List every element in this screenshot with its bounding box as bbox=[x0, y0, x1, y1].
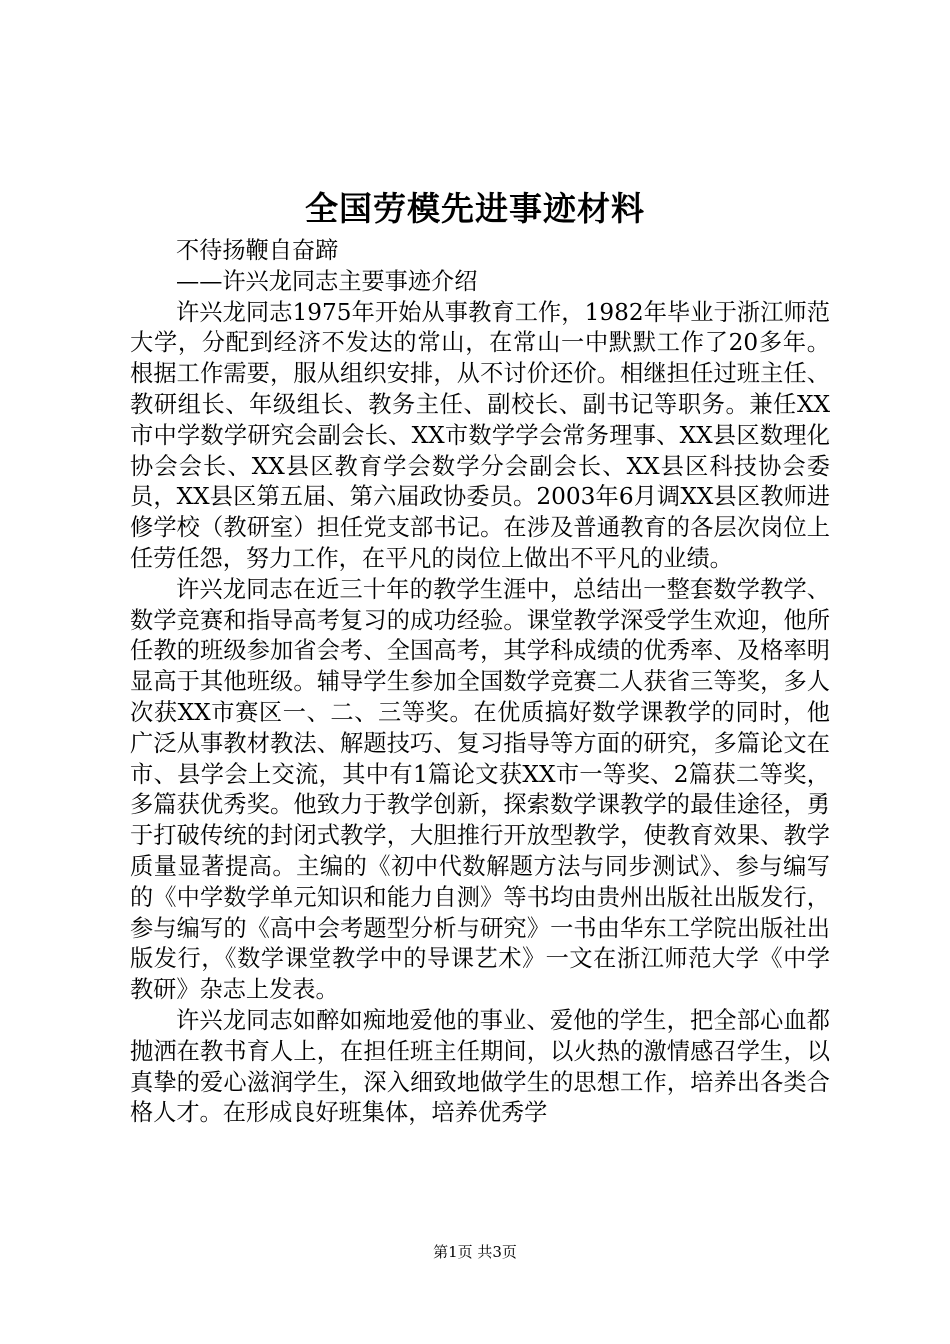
paragraph: 许兴龙同志1975年开始从事教育工作，1982年毕业于浙江师范大学，分配到经济不发达的常山，在常山一中默默工作了20多年。根据工作需要，服从组织安排，从不讨价还价。相继担任过班主任、教研组长、年级组长、教务主任、副校长、副书记等职务。兼任XX市中学数学研究会副会长、XX市数学学会常务理事、XX县区数理化协会会长、XX县区教育学会数学分会副会长、XX县区科技协会委员，XX县区第五届、第六届政协委员。2003年6月调XX县区教师进修学校（教研室）担任党支部书记。在涉及普通教育的各层次岗位上任劳任怨，努力工作，在平凡的岗位上做出不平凡的业绩。 bbox=[130, 298, 830, 572]
byline: ——许兴龙同志主要事迹介绍 bbox=[176, 267, 478, 295]
subtitle: 不待扬鞭自奋蹄 bbox=[176, 237, 339, 264]
page-indicator: 第1页 共3页 bbox=[433, 1243, 517, 1261]
document-title: 全国劳模先进事迹材料 bbox=[305, 189, 645, 228]
document-body bbox=[130, 236, 830, 1129]
paragraph: 许兴龙同志如醉如痴地爱他的事业、爱他的学生，把全部心血都抛洒在教书育人上，在担任班主任期间，以火热的激情感召学生，以真挚的爱心滋润学生，深入细致地做学生的思想工作，培养出各类合格人才。在形成良好班集体，培养优秀学 bbox=[130, 1006, 830, 1127]
paragraph: 许兴龙同志在近三十年的教学生涯中，总结出一整套数学教学、数学竞赛和指导高考复习的成功经验。课堂教学深受学生欢迎，他所任教的班级参加省会考、全国高考，其学科成绩的优秀率、及格率明显高于其他班级。辅导学生参加全国数学竞赛二人获省三等奖，多人次获XX市赛区一、二、三等奖。在优质搞好数学课教学的同时，他广泛从事教材教法、解题技巧、复习指导等方面的研究，多篇论文在市、县学会上交流，其中有1篇论文获XX市一等奖、2篇获二等奖，多篇获优秀奖。他致力于教学创新，探索数学课教学的最佳途径，勇于打破传统的封闭式教学，大胆推行开放型教学，使教育效果、教学质量显著提高。主编的《初中代数解题方法与同步测试》、参与编写的《中学数学单元知识和能力自测》等书均由贵州出版社出版发行，参与编写的《高中会考题型分析与研究》一书由华东工学院出版社出版发行，《数学课堂教学中的导课艺术》一文在浙江师范大学《中学教研》杂志上发表。 bbox=[130, 575, 830, 1004]
